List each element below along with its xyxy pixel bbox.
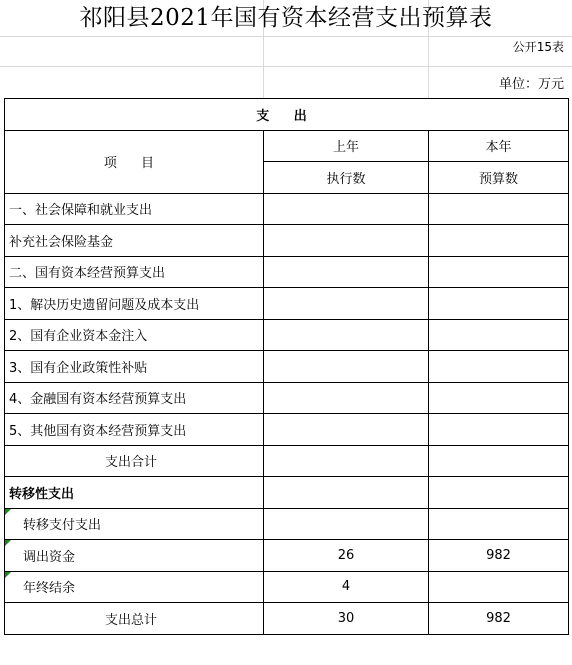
prev-value-cell[interactable] — [264, 319, 429, 351]
table-row — [5, 319, 569, 351]
curr-value-cell[interactable] — [429, 382, 569, 414]
curr-value-cell[interactable] — [429, 225, 569, 257]
this-year-subheader[interactable]: 预算数 — [429, 162, 569, 194]
row-label[interactable]: 4、金融国有资本经营预算支出 — [5, 382, 264, 414]
prev-value-cell[interactable] — [264, 256, 429, 288]
curr-value-cell[interactable] — [429, 288, 569, 320]
table-row — [5, 571, 569, 603]
curr-value-cell[interactable] — [429, 508, 569, 540]
table-section-header-row — [5, 99, 569, 131]
table-row — [5, 445, 569, 477]
grand-total-label[interactable]: 支出总计 — [5, 603, 264, 635]
this-year-header[interactable]: 本年 — [429, 130, 569, 162]
curr-value-cell[interactable]: 982 — [429, 540, 569, 572]
transfer-section-label[interactable]: 转移性支出 — [5, 477, 264, 509]
unit-label: 单位：万元 — [498, 77, 564, 92]
prev-value-cell[interactable] — [264, 225, 429, 257]
prev-value-cell[interactable] — [264, 288, 429, 320]
table-row — [5, 193, 569, 225]
prev-value-cell[interactable] — [264, 508, 429, 540]
prev-value-cell[interactable] — [264, 193, 429, 225]
table-row — [5, 414, 569, 446]
curr-value-cell[interactable] — [429, 414, 569, 446]
table-row — [5, 508, 569, 540]
gridline — [0, 36, 572, 37]
table-row — [5, 225, 569, 257]
row-label[interactable]: 调出资金 — [5, 540, 264, 572]
prev-value-cell[interactable] — [264, 414, 429, 446]
row-label[interactable]: 转移支付支出 — [5, 508, 264, 540]
curr-value-cell[interactable]: 982 — [429, 603, 569, 635]
prev-value-cell[interactable] — [264, 477, 429, 509]
curr-value-cell[interactable] — [429, 319, 569, 351]
table-header-row — [5, 130, 569, 162]
row-label[interactable]: 一、社会保障和就业支出 — [5, 193, 264, 225]
row-label[interactable]: 2、国有企业资本金注入 — [5, 319, 264, 351]
form-number: 公开15表 — [512, 40, 564, 54]
subtotal-label[interactable]: 支出合计 — [5, 445, 264, 477]
table-row — [5, 540, 569, 572]
curr-value-cell[interactable] — [429, 351, 569, 383]
table-row — [5, 351, 569, 383]
curr-value-cell[interactable] — [429, 477, 569, 509]
prev-value-cell[interactable]: 4 — [264, 571, 429, 603]
row-label[interactable]: 二、国有资本经营预算支出 — [5, 256, 264, 288]
table-row — [5, 603, 569, 635]
prev-year-header[interactable]: 上年 — [264, 130, 429, 162]
curr-value-cell[interactable] — [429, 571, 569, 603]
row-label[interactable]: 1、解决历史遗留问题及成本支出 — [5, 288, 264, 320]
prev-year-subheader[interactable]: 执行数 — [264, 162, 429, 194]
page-title: 祁阳县2021年国有资本经营支出预算表 — [79, 5, 493, 31]
prev-value-cell[interactable] — [264, 445, 429, 477]
prev-value-cell[interactable]: 30 — [264, 603, 429, 635]
prev-value-cell[interactable]: 26 — [264, 540, 429, 572]
gridline — [0, 66, 572, 67]
curr-value-cell[interactable] — [429, 445, 569, 477]
row-label[interactable]: 补充社会保险基金 — [5, 225, 264, 257]
item-header[interactable]: 项 目 — [5, 130, 264, 193]
table-row — [5, 256, 569, 288]
row-label[interactable]: 年终结余 — [5, 571, 264, 603]
curr-value-cell[interactable] — [429, 256, 569, 288]
prev-value-cell[interactable] — [264, 351, 429, 383]
table-row — [5, 477, 569, 509]
table-row — [5, 288, 569, 320]
budget-table — [4, 98, 569, 635]
section-header[interactable]: 支 出 — [5, 99, 569, 131]
table-row — [5, 382, 569, 414]
prev-value-cell[interactable] — [264, 382, 429, 414]
curr-value-cell[interactable] — [429, 193, 569, 225]
row-label[interactable]: 3、国有企业政策性补贴 — [5, 351, 264, 383]
row-label[interactable]: 5、其他国有资本经营预算支出 — [5, 414, 264, 446]
